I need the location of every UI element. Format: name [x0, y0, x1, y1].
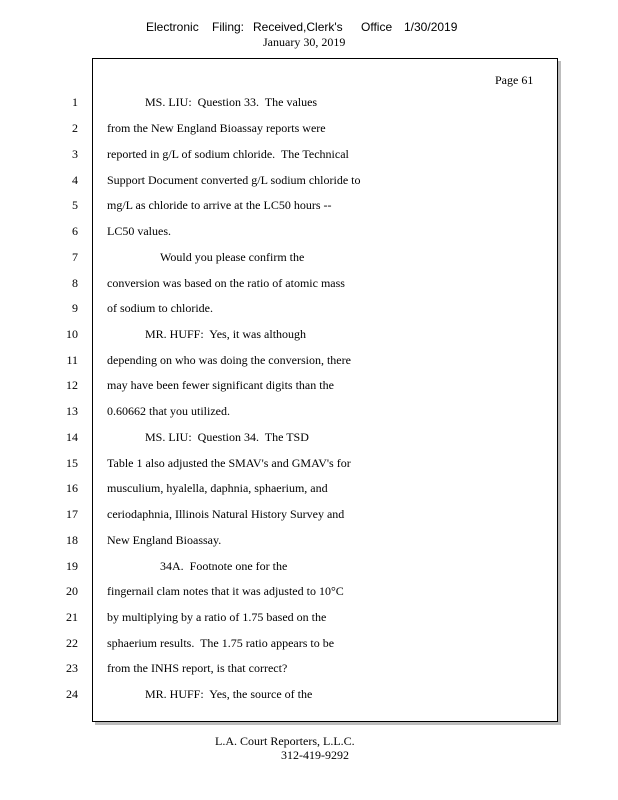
line-number: 23 — [66, 661, 78, 675]
line-number: 19 — [66, 559, 78, 573]
filing-stamp-word-electronic: Electronic — [146, 20, 199, 34]
transcript-line: from the New England Bioassay reports were — [107, 121, 326, 135]
filing-stamp-word-received: Received,Clerk's — [253, 20, 343, 34]
transcript-line: 34A. Footnote one for the — [160, 559, 288, 573]
line-number: 1 — [72, 95, 78, 109]
transcript-line: reported in g/L of sodium chloride. The Technical — [107, 147, 349, 161]
line-number: 21 — [66, 610, 78, 624]
transcript-line: Table 1 also adjusted the SMAV's and GMAV's for — [107, 456, 351, 470]
line-number: 16 — [66, 481, 78, 495]
filing-stamp-word-filing: Filing: — [212, 20, 245, 34]
line-number: 13 — [66, 404, 78, 418]
line-number: 3 — [72, 147, 78, 161]
transcript-line: Support Document converted g/L sodium chloride to — [107, 173, 361, 187]
filing-stamp-word-office: Office — [361, 20, 393, 34]
footer-company: L.A. Court Reporters, L.L.C. — [215, 734, 355, 748]
line-number: 11 — [66, 353, 78, 367]
line-number: 14 — [66, 430, 78, 444]
transcript-line: LC50 values. — [107, 224, 171, 238]
transcript-line: from the INHS report, is that correct? — [107, 661, 288, 675]
line-number: 4 — [72, 173, 78, 187]
transcript-line: New England Bioassay. — [107, 533, 222, 547]
line-number: 6 — [72, 224, 78, 238]
transcript-line: Would you please confirm the — [160, 250, 305, 264]
transcript-line: of sodium to chloride. — [107, 301, 213, 315]
line-number: 7 — [72, 250, 78, 264]
line-number: 8 — [72, 276, 78, 290]
footer-phone: 312-419-9292 — [281, 748, 349, 762]
filing-stamp-date: 1/30/2019 — [404, 20, 458, 34]
line-number: 15 — [66, 456, 78, 470]
transcript-line: depending on who was doing the conversion, there — [107, 353, 351, 367]
transcript-line: fingernail clam notes that it was adjusted to 10°C — [107, 584, 344, 598]
transcript-line: by multiplying by a ratio of 1.75 based on the — [107, 610, 327, 624]
transcript-line: sphaerium results. The 1.75 ratio appears to be — [107, 636, 335, 650]
line-number: 12 — [66, 378, 78, 392]
line-number: 20 — [66, 584, 78, 598]
transcript-line: mg/L as chloride to arrive at the LC50 hours -- — [107, 198, 332, 212]
line-number: 5 — [72, 198, 78, 212]
line-number: 22 — [66, 636, 78, 650]
transcript-line: may have been fewer significant digits than the — [107, 378, 334, 392]
line-number: 18 — [66, 533, 78, 547]
transcript-date: January 30, 2019 — [263, 35, 346, 49]
page-number: Page 61 — [495, 73, 534, 87]
line-number: 17 — [66, 507, 78, 521]
transcript-line: ceriodaphnia, Illinois Natural History Survey and — [107, 507, 345, 521]
transcript-line: 0.60662 that you utilized. — [107, 404, 230, 418]
line-number: 10 — [66, 327, 78, 341]
transcript-line: musculium, hyalella, daphnia, sphaerium, and — [107, 481, 328, 495]
line-number: 2 — [72, 121, 78, 135]
transcript-line: conversion was based on the ratio of atomic mass — [107, 276, 345, 290]
transcript-line: MR. HUFF: Yes, it was although — [145, 327, 307, 341]
transcript-line: MS. LIU: Question 34. The TSD — [145, 430, 309, 444]
transcript-line: MS. LIU: Question 33. The values — [145, 95, 318, 109]
line-number: 9 — [72, 301, 78, 315]
line-number: 24 — [66, 687, 78, 701]
transcript-line: MR. HUFF: Yes, the source of the — [145, 687, 313, 701]
